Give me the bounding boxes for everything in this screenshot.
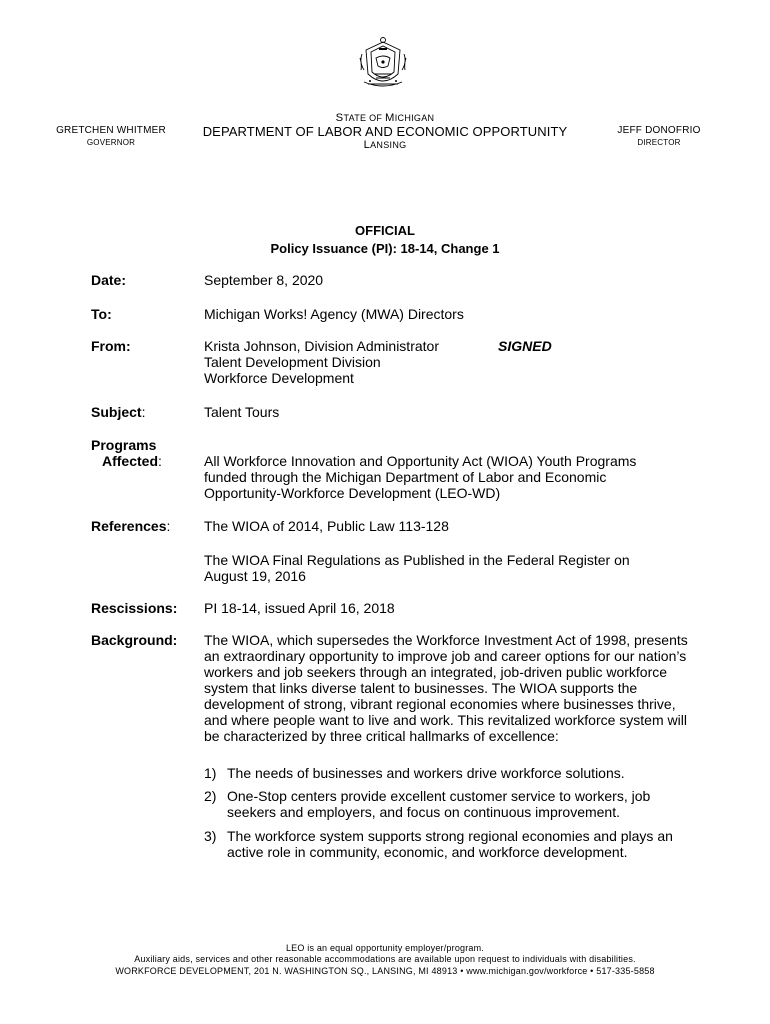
affected-label: Affected: [102, 453, 162, 469]
from-line: Krista Johnson, Division Administrator [204, 338, 439, 354]
department-name: DEPARTMENT OF LABOR AND ECONOMIC OPPORTUNITY [202, 124, 568, 139]
programs-value: All Workforce Innovation and Opportunity Act (WIOA) Youth Programs funded through the Michigan Department of Labor and Economic Opportunity-Workforce Development (LEO-WD) [204, 453, 637, 501]
subject-value: Talent Tours [204, 404, 280, 420]
references-label: References: [91, 518, 171, 534]
director-name: JEFF DONOFRIO [617, 125, 701, 136]
director-block [610, 125, 708, 149]
footer-accommodations: Auxiliary aids, services and other reasonable accommodations are available upon request to individuals with disabilities. [134, 954, 636, 964]
list-item-text: One-Stop centers provide excellent customer service to workers, job seekers and employers, and focus on continuous improvement. [227, 788, 651, 820]
programs-label: Programs [91, 437, 157, 453]
director-title: DIRECTOR [637, 138, 681, 147]
date-label: Date: [91, 272, 127, 288]
date-value: September 8, 2020 [204, 272, 324, 288]
signed-mark: SIGNED [498, 338, 552, 354]
list-item-text: The workforce system supports strong regional economies and plays an active role in community, economic, and workforce development. [227, 828, 673, 860]
letterhead [200, 113, 570, 151]
from-line: Talent Development Division [204, 354, 381, 370]
michigan-seal-icon [358, 36, 408, 92]
reference-item: The WIOA Final Regulations as Published in the Federal Register on August 19, 2016 [204, 552, 630, 584]
rescissions-value: PI 18-14, issued April 16, 2018 [204, 600, 395, 616]
list-item [204, 765, 674, 781]
list-item-number: 2) [204, 788, 217, 804]
document-title: OFFICIAL [355, 223, 415, 238]
list-item-number: 3) [204, 828, 217, 844]
rescissions-label: Rescissions: [91, 600, 178, 616]
to-label: To: [91, 306, 112, 322]
subject-label: Subject: [91, 404, 146, 420]
policy-issuance-title: Policy Issuance (PI): 18-14, Change 1 [270, 241, 500, 256]
footer-address: WORKFORCE DEVELOPMENT, 201 N. WASHINGTON SQ., LANSING, MI 48913 • www.michigan.gov/workforce • 517-335-5858 [115, 966, 655, 976]
from-label: From: [91, 338, 131, 354]
governor-block [52, 125, 170, 149]
list-item-number: 1) [204, 765, 217, 781]
governor-name: GRETCHEN WHITMER [56, 125, 166, 136]
list-item-text: The needs of businesses and workers drive workforce solutions. [227, 765, 625, 781]
from-line: Workforce Development [204, 370, 354, 386]
reference-item: The WIOA of 2014, Public Law 113-128 [204, 518, 449, 534]
footer-equal-opportunity: LEO is an equal opportunity employer/program. [285, 943, 485, 953]
state-name: STATE OF MICHIGAN [335, 112, 435, 124]
background-label: Background: [91, 632, 178, 648]
governor-title: GOVERNOR [86, 138, 136, 147]
city-name: LANSING [363, 139, 407, 151]
background-paragraph: The WIOA, which supersedes the Workforce Investment Act of 1998, presents an extraordinary opportunity to improve job and career options for our nation’s workers and job seekers through an integrated, job-driven public workforce system that links diverse talent to businesses. The WIOA supports the development of strong, vibrant regional economies where businesses thrive, and where people want to live and work. This revitalized workforce system will be characterized by three critical hallmarks of excellence: [204, 632, 688, 744]
to-value: Michigan Works! Agency (MWA) Directors [204, 306, 464, 322]
from-value [204, 338, 439, 386]
list-item [204, 788, 674, 820]
list-item [204, 828, 674, 860]
